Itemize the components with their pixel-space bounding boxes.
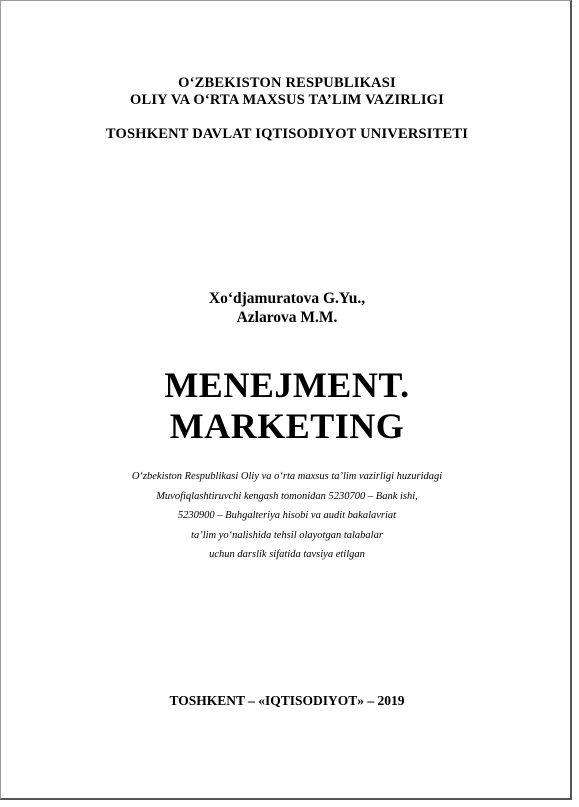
book-title-line-1: MENEJMENT. (164, 365, 410, 405)
university-name-text: TOSHKENT DAVLAT IQTISODIYOT UNIVERSITETI (105, 126, 469, 142)
authors (1, 289, 573, 327)
publisher-footer-text: TOSHKENT – «IQTISODIYOT» – 2019 (169, 693, 405, 708)
book-title (1, 365, 573, 447)
approval-line-1: O‘zbekiston Respublikasi Oliy va o‘rta maxsus ta’lim vazirligi huzuridagi (131, 471, 443, 482)
author-2: Azlarova M.M. (236, 309, 338, 326)
approval-line-2: Muvofiqlashtiruvchi kengash tomonidan 5230700 – Bank ishi, (156, 490, 418, 502)
publisher-footer (1, 692, 573, 709)
ministry-header-line-2: OLIY VA O‘RTA MAXSUS TA’LIM VAZIRLIGI (129, 92, 445, 108)
approval-statement (1, 467, 573, 565)
ministry-header (1, 75, 573, 109)
approval-line-4: ta’lim yo‘nalishida tehsil olayotgan talabalar (191, 529, 383, 541)
book-title-line-2: MARKETING (169, 406, 405, 446)
approval-line-3: 5230900 – Buhgalteriya hisobi va audit bakalavriat (177, 510, 397, 521)
page-shadow-right (572, 6, 579, 807)
approval-line-5: uchun darslik sifatida tavsiya etilgan (209, 549, 365, 560)
ministry-header-line-1: O‘ZBEKISTON RESPUBLIKASI (178, 75, 396, 91)
author-1: Xo‘djamuratova G.Yu., (208, 290, 366, 307)
university-name (1, 126, 573, 143)
page-shadow-bottom (6, 800, 579, 807)
